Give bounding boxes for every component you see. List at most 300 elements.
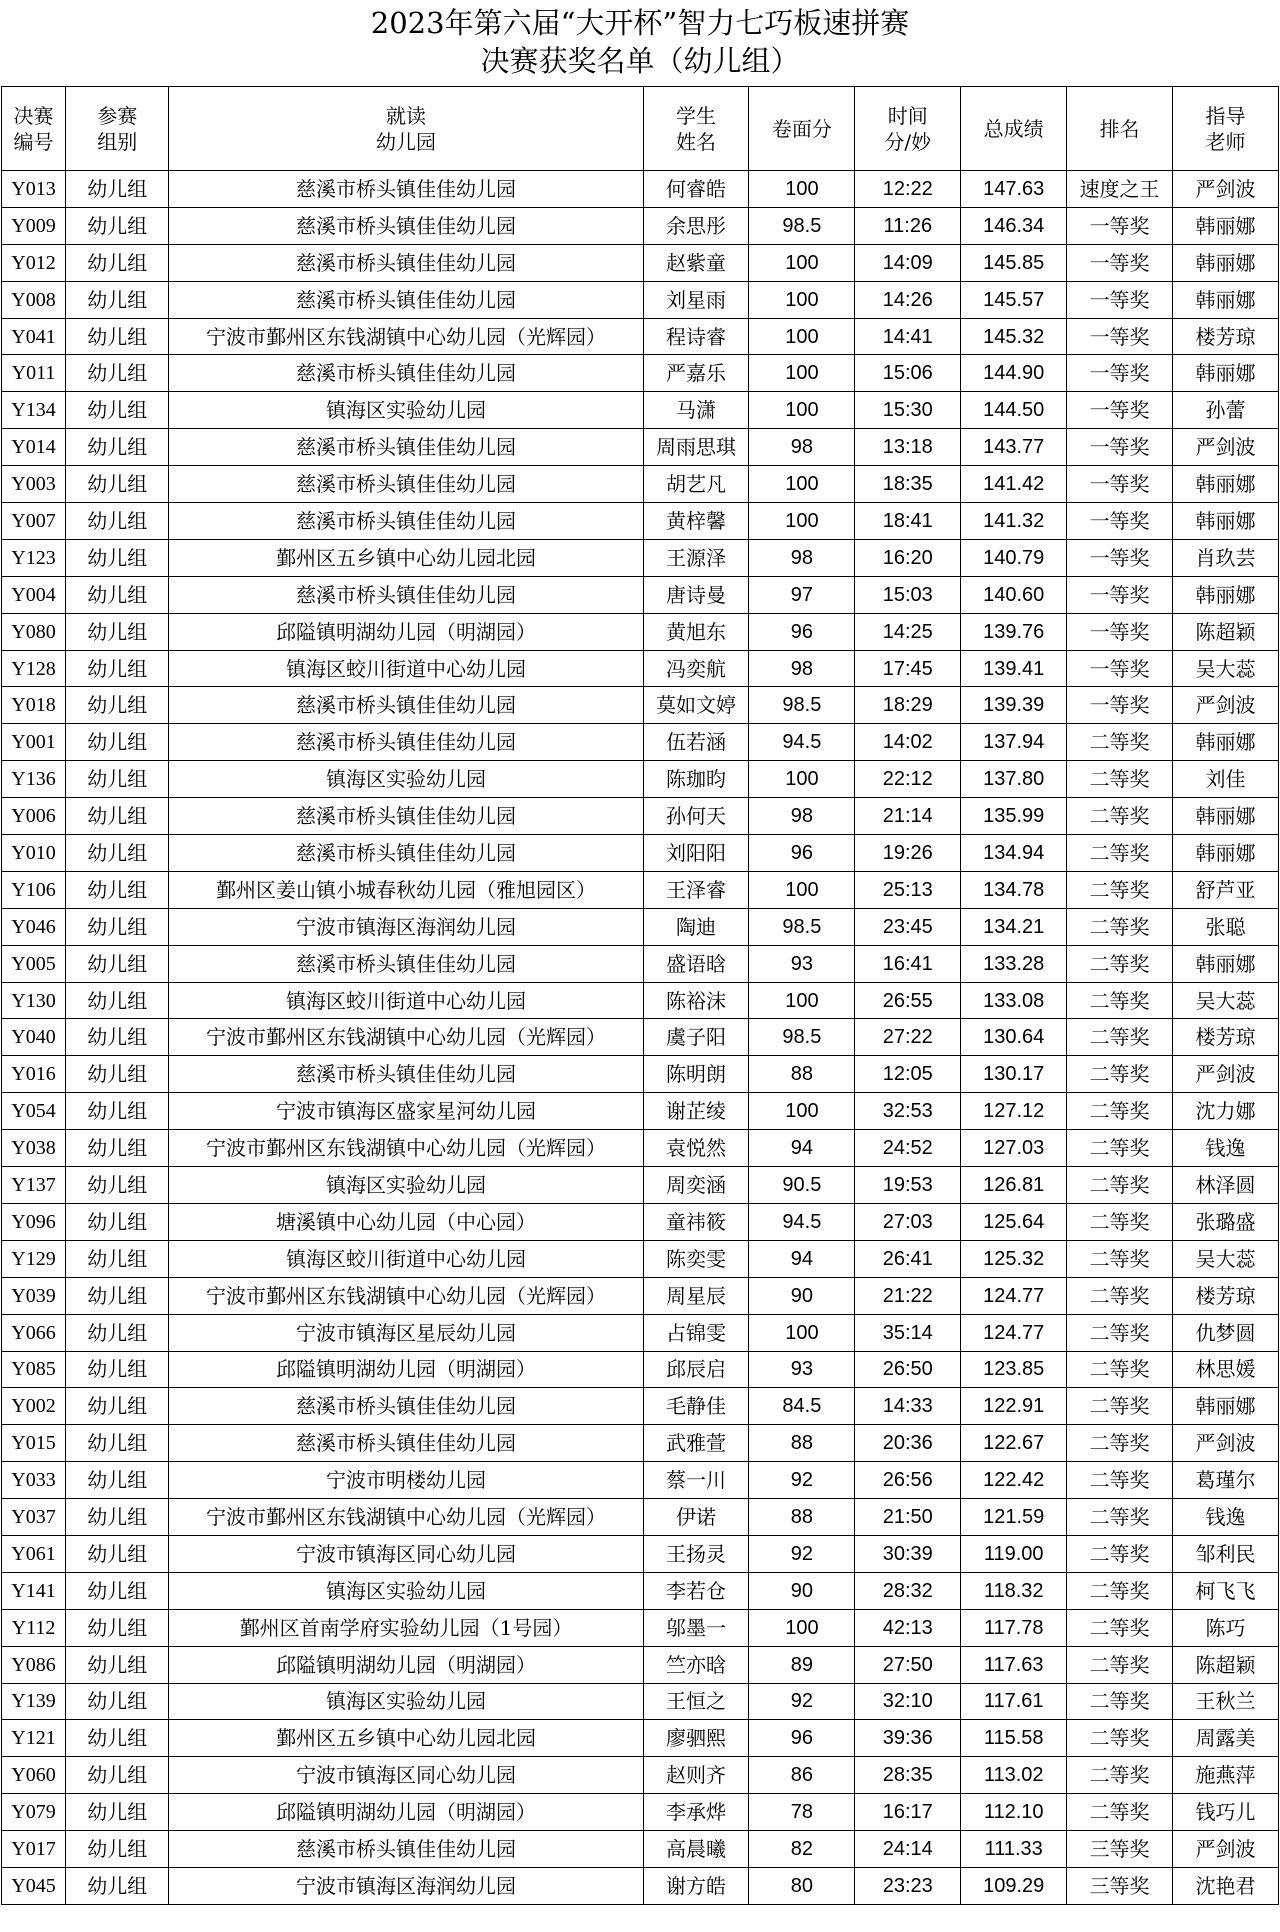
cell-score: 100 <box>749 281 855 318</box>
cell-rank: 一等奖 <box>1067 687 1173 724</box>
header-score: 卷面分 <box>749 87 855 171</box>
cell-rank: 一等奖 <box>1067 281 1173 318</box>
cell-group: 幼儿组 <box>66 539 169 576</box>
table-row <box>2 1535 1279 1572</box>
cell-total: 130.64 <box>961 1019 1067 1056</box>
cell-kindergarten: 镇海区蛟川街道中心幼儿园 <box>169 982 643 1019</box>
cell-rank: 一等奖 <box>1067 244 1173 281</box>
cell-student: 程诗睿 <box>643 318 749 355</box>
cell-score: 98.5 <box>749 1019 855 1056</box>
cell-kindergarten: 慈溪市桥头镇佳佳幼儿园 <box>169 466 643 503</box>
cell-teacher: 严剑波 <box>1173 687 1279 724</box>
cell-kindergarten: 邱隘镇明湖幼儿园（明湖园） <box>169 1351 643 1388</box>
cell-rank: 二等奖 <box>1067 1794 1173 1831</box>
table-row <box>2 1130 1279 1167</box>
cell-score: 82 <box>749 1831 855 1868</box>
cell-time: 15:30 <box>855 392 961 429</box>
cell-group: 幼儿组 <box>66 1831 169 1868</box>
cell-rank: 二等奖 <box>1067 1462 1173 1499</box>
cell-teacher: 钱巧儿 <box>1173 1794 1279 1831</box>
cell-time: 30:39 <box>855 1535 961 1572</box>
cell-time: 15:03 <box>855 576 961 613</box>
cell-score: 93 <box>749 1351 855 1388</box>
cell-kindergarten: 宁波市鄞州区东钱湖镇中心幼儿园（光辉园） <box>169 1130 643 1167</box>
cell-score: 100 <box>749 503 855 540</box>
table-header-row <box>2 87 1279 171</box>
cell-code: Y010 <box>2 835 66 872</box>
header-rank: 排名 <box>1067 87 1173 171</box>
cell-time: 14:02 <box>855 724 961 761</box>
table-row <box>2 798 1279 835</box>
cell-score: 100 <box>749 392 855 429</box>
cell-kindergarten: 慈溪市桥头镇佳佳幼儿园 <box>169 1425 643 1462</box>
cell-score: 94.5 <box>749 724 855 761</box>
cell-kindergarten: 镇海区蛟川街道中心幼儿园 <box>169 1240 643 1277</box>
cell-group: 幼儿组 <box>66 835 169 872</box>
cell-student: 王源泽 <box>643 539 749 576</box>
header-kindergarten: 就读 幼儿园 <box>169 87 643 171</box>
cell-score: 98 <box>749 429 855 466</box>
cell-group: 幼儿组 <box>66 1867 169 1904</box>
cell-total: 147.63 <box>961 171 1067 208</box>
cell-score: 80 <box>749 1867 855 1904</box>
cell-group: 幼儿组 <box>66 687 169 724</box>
cell-time: 25:13 <box>855 871 961 908</box>
cell-score: 100 <box>749 1314 855 1351</box>
header-group: 参赛 组别 <box>66 87 169 171</box>
table-row <box>2 1167 1279 1204</box>
cell-rank: 二等奖 <box>1067 982 1173 1019</box>
table-row <box>2 466 1279 503</box>
results-table <box>1 86 1279 1905</box>
cell-rank: 二等奖 <box>1067 1277 1173 1314</box>
cell-group: 幼儿组 <box>66 908 169 945</box>
cell-rank: 一等奖 <box>1067 318 1173 355</box>
cell-group: 幼儿组 <box>66 1794 169 1831</box>
cell-total: 125.32 <box>961 1240 1067 1277</box>
cell-total: 111.33 <box>961 1831 1067 1868</box>
cell-rank: 二等奖 <box>1067 1646 1173 1683</box>
cell-kindergarten: 宁波市镇海区盛家星河幼儿园 <box>169 1093 643 1130</box>
cell-student: 周星辰 <box>643 1277 749 1314</box>
cell-code: Y037 <box>2 1499 66 1536</box>
cell-student: 占锦雯 <box>643 1314 749 1351</box>
cell-teacher: 韩丽娜 <box>1173 1388 1279 1425</box>
cell-time: 27:03 <box>855 1203 961 1240</box>
cell-code: Y079 <box>2 1794 66 1831</box>
cell-teacher: 邹利民 <box>1173 1535 1279 1572</box>
table-row <box>2 503 1279 540</box>
cell-teacher: 楼芳琼 <box>1173 1019 1279 1056</box>
cell-time: 32:10 <box>855 1683 961 1720</box>
cell-time: 16:20 <box>855 539 961 576</box>
cell-time: 26:41 <box>855 1240 961 1277</box>
cell-kindergarten: 慈溪市桥头镇佳佳幼儿园 <box>169 244 643 281</box>
cell-group: 幼儿组 <box>66 982 169 1019</box>
cell-student: 袁悦然 <box>643 1130 749 1167</box>
cell-student: 冯奕航 <box>643 650 749 687</box>
cell-time: 21:50 <box>855 1499 961 1536</box>
cell-time: 32:53 <box>855 1093 961 1130</box>
cell-time: 18:29 <box>855 687 961 724</box>
table-row <box>2 244 1279 281</box>
cell-student: 伊诺 <box>643 1499 749 1536</box>
cell-rank: 二等奖 <box>1067 1056 1173 1093</box>
cell-time: 23:45 <box>855 908 961 945</box>
cell-rank: 二等奖 <box>1067 798 1173 835</box>
cell-rank: 二等奖 <box>1067 1314 1173 1351</box>
cell-code: Y136 <box>2 761 66 798</box>
cell-student: 周雨思琪 <box>643 429 749 466</box>
cell-code: Y007 <box>2 503 66 540</box>
cell-kindergarten: 慈溪市桥头镇佳佳幼儿园 <box>169 1831 643 1868</box>
cell-score: 98 <box>749 650 855 687</box>
cell-rank: 二等奖 <box>1067 1499 1173 1536</box>
cell-total: 117.63 <box>961 1646 1067 1683</box>
cell-time: 22:12 <box>855 761 961 798</box>
cell-score: 90 <box>749 1277 855 1314</box>
cell-code: Y060 <box>2 1757 66 1794</box>
header-teacher: 指导 老师 <box>1173 87 1279 171</box>
table-row <box>2 171 1279 208</box>
cell-group: 幼儿组 <box>66 613 169 650</box>
cell-teacher: 钱逸 <box>1173 1499 1279 1536</box>
cell-group: 幼儿组 <box>66 724 169 761</box>
cell-kindergarten: 慈溪市桥头镇佳佳幼儿园 <box>169 724 643 761</box>
cell-total: 135.99 <box>961 798 1067 835</box>
cell-kindergarten: 慈溪市桥头镇佳佳幼儿园 <box>169 835 643 872</box>
cell-kindergarten: 慈溪市桥头镇佳佳幼儿园 <box>169 576 643 613</box>
cell-kindergarten: 镇海区实验幼儿园 <box>169 1683 643 1720</box>
cell-time: 26:50 <box>855 1351 961 1388</box>
cell-group: 幼儿组 <box>66 244 169 281</box>
cell-time: 18:41 <box>855 503 961 540</box>
cell-teacher: 吴大蕊 <box>1173 1240 1279 1277</box>
cell-student: 周奕涵 <box>643 1167 749 1204</box>
cell-rank: 一等奖 <box>1067 466 1173 503</box>
cell-student: 王泽睿 <box>643 871 749 908</box>
table-row <box>2 1277 1279 1314</box>
cell-rank: 一等奖 <box>1067 503 1173 540</box>
table-row <box>2 1646 1279 1683</box>
cell-rank: 一等奖 <box>1067 650 1173 687</box>
cell-group: 幼儿组 <box>66 1609 169 1646</box>
table-row <box>2 1683 1279 1720</box>
cell-student: 虞子阳 <box>643 1019 749 1056</box>
cell-group: 幼儿组 <box>66 761 169 798</box>
cell-time: 13:18 <box>855 429 961 466</box>
cell-teacher: 陈巧 <box>1173 1609 1279 1646</box>
cell-code: Y016 <box>2 1056 66 1093</box>
cell-teacher: 林思媛 <box>1173 1351 1279 1388</box>
cell-rank: 二等奖 <box>1067 724 1173 761</box>
page-title: 2023年第六届“大开杯”智力七巧板速拼赛 <box>370 6 910 40</box>
table-row <box>2 1867 1279 1904</box>
cell-rank: 二等奖 <box>1067 945 1173 982</box>
table-row <box>2 1499 1279 1536</box>
table-row <box>2 1794 1279 1831</box>
cell-student: 马潇 <box>643 392 749 429</box>
cell-code: Y128 <box>2 650 66 687</box>
cell-code: Y121 <box>2 1720 66 1757</box>
cell-group: 幼儿组 <box>66 1167 169 1204</box>
cell-time: 35:14 <box>855 1314 961 1351</box>
cell-rank: 二等奖 <box>1067 1720 1173 1757</box>
cell-student: 刘星雨 <box>643 281 749 318</box>
cell-time: 14:41 <box>855 318 961 355</box>
cell-student: 童祎筱 <box>643 1203 749 1240</box>
cell-score: 94.5 <box>749 1203 855 1240</box>
cell-teacher: 钱逸 <box>1173 1130 1279 1167</box>
cell-group: 幼儿组 <box>66 318 169 355</box>
cell-teacher: 韩丽娜 <box>1173 945 1279 982</box>
cell-student: 邬墨一 <box>643 1609 749 1646</box>
cell-score: 100 <box>749 355 855 392</box>
cell-rank: 二等奖 <box>1067 1683 1173 1720</box>
cell-score: 98.5 <box>749 687 855 724</box>
cell-total: 141.32 <box>961 503 1067 540</box>
cell-student: 伍若涵 <box>643 724 749 761</box>
cell-time: 24:14 <box>855 1831 961 1868</box>
cell-code: Y002 <box>2 1388 66 1425</box>
cell-rank: 二等奖 <box>1067 1019 1173 1056</box>
cell-total: 127.12 <box>961 1093 1067 1130</box>
cell-kindergarten: 慈溪市桥头镇佳佳幼儿园 <box>169 171 643 208</box>
cell-student: 蔡一川 <box>643 1462 749 1499</box>
cell-time: 27:50 <box>855 1646 961 1683</box>
table-row <box>2 1203 1279 1240</box>
cell-total: 123.85 <box>961 1351 1067 1388</box>
table-row <box>2 392 1279 429</box>
cell-code: Y080 <box>2 613 66 650</box>
cell-code: Y003 <box>2 466 66 503</box>
cell-teacher: 韩丽娜 <box>1173 798 1279 835</box>
cell-rank: 二等奖 <box>1067 835 1173 872</box>
cell-rank: 三等奖 <box>1067 1831 1173 1868</box>
cell-rank: 二等奖 <box>1067 1757 1173 1794</box>
cell-total: 137.80 <box>961 761 1067 798</box>
table-row <box>2 355 1279 392</box>
cell-time: 28:35 <box>855 1757 961 1794</box>
page-subtitle: 决赛获奖名单（幼儿组） <box>480 44 800 78</box>
cell-code: Y061 <box>2 1535 66 1572</box>
cell-code: Y085 <box>2 1351 66 1388</box>
cell-time: 16:41 <box>855 945 961 982</box>
cell-teacher: 吴大蕊 <box>1173 982 1279 1019</box>
cell-total: 124.77 <box>961 1277 1067 1314</box>
cell-code: Y046 <box>2 908 66 945</box>
cell-kindergarten: 慈溪市桥头镇佳佳幼儿园 <box>169 281 643 318</box>
cell-code: Y038 <box>2 1130 66 1167</box>
cell-student: 李承烨 <box>643 1794 749 1831</box>
cell-total: 119.00 <box>961 1535 1067 1572</box>
cell-student: 邱辰启 <box>643 1351 749 1388</box>
cell-score: 86 <box>749 1757 855 1794</box>
cell-rank: 二等奖 <box>1067 1093 1173 1130</box>
cell-kindergarten: 宁波市鄞州区东钱湖镇中心幼儿园（光辉园） <box>169 318 643 355</box>
cell-rank: 一等奖 <box>1067 355 1173 392</box>
cell-kindergarten: 慈溪市桥头镇佳佳幼儿园 <box>169 207 643 244</box>
cell-score: 92 <box>749 1462 855 1499</box>
cell-group: 幼儿组 <box>66 650 169 687</box>
cell-kindergarten: 慈溪市桥头镇佳佳幼儿园 <box>169 1388 643 1425</box>
cell-score: 98.5 <box>749 908 855 945</box>
cell-rank: 二等奖 <box>1067 1130 1173 1167</box>
cell-total: 130.17 <box>961 1056 1067 1093</box>
cell-code: Y112 <box>2 1609 66 1646</box>
cell-score: 92 <box>749 1535 855 1572</box>
cell-total: 133.28 <box>961 945 1067 982</box>
cell-code: Y141 <box>2 1572 66 1609</box>
cell-group: 幼儿组 <box>66 1203 169 1240</box>
cell-kindergarten: 塘溪镇中心幼儿园（中心园） <box>169 1203 643 1240</box>
cell-group: 幼儿组 <box>66 1314 169 1351</box>
cell-kindergarten: 慈溪市桥头镇佳佳幼儿园 <box>169 798 643 835</box>
cell-group: 幼儿组 <box>66 871 169 908</box>
cell-rank: 二等奖 <box>1067 1167 1173 1204</box>
cell-code: Y045 <box>2 1867 66 1904</box>
table-row <box>2 429 1279 466</box>
cell-code: Y106 <box>2 871 66 908</box>
cell-total: 115.58 <box>961 1720 1067 1757</box>
cell-group: 幼儿组 <box>66 798 169 835</box>
table-row <box>2 1093 1279 1130</box>
cell-code: Y017 <box>2 1831 66 1868</box>
cell-code: Y040 <box>2 1019 66 1056</box>
cell-code: Y009 <box>2 207 66 244</box>
cell-total: 141.42 <box>961 466 1067 503</box>
cell-code: Y039 <box>2 1277 66 1314</box>
cell-code: Y008 <box>2 281 66 318</box>
cell-code: Y014 <box>2 429 66 466</box>
cell-kindergarten: 慈溪市桥头镇佳佳幼儿园 <box>169 429 643 466</box>
cell-student: 李若仓 <box>643 1572 749 1609</box>
cell-time: 26:55 <box>855 982 961 1019</box>
cell-rank: 二等奖 <box>1067 1425 1173 1462</box>
cell-teacher: 韩丽娜 <box>1173 503 1279 540</box>
table-row <box>2 982 1279 1019</box>
cell-student: 莫如文婷 <box>643 687 749 724</box>
cell-score: 100 <box>749 171 855 208</box>
cell-teacher: 韩丽娜 <box>1173 207 1279 244</box>
header-total: 总成绩 <box>961 87 1067 171</box>
cell-time: 14:25 <box>855 613 961 650</box>
cell-kindergarten: 邱隘镇明湖幼儿园（明湖园） <box>169 613 643 650</box>
cell-code: Y015 <box>2 1425 66 1462</box>
cell-rank: 二等奖 <box>1067 1572 1173 1609</box>
cell-teacher: 张璐盛 <box>1173 1203 1279 1240</box>
cell-rank: 二等奖 <box>1067 1351 1173 1388</box>
cell-code: Y134 <box>2 392 66 429</box>
cell-student: 陶迪 <box>643 908 749 945</box>
cell-total: 133.08 <box>961 982 1067 1019</box>
cell-group: 幼儿组 <box>66 1240 169 1277</box>
cell-total: 140.79 <box>961 539 1067 576</box>
cell-group: 幼儿组 <box>66 355 169 392</box>
cell-kindergarten: 鄞州区首南学府实验幼儿园（1号园） <box>169 1609 643 1646</box>
cell-score: 89 <box>749 1646 855 1683</box>
cell-student: 唐诗曼 <box>643 576 749 613</box>
cell-total: 122.42 <box>961 1462 1067 1499</box>
cell-teacher: 舒芦亚 <box>1173 871 1279 908</box>
cell-total: 118.32 <box>961 1572 1067 1609</box>
cell-total: 140.60 <box>961 576 1067 613</box>
cell-time: 14:09 <box>855 244 961 281</box>
cell-group: 幼儿组 <box>66 1646 169 1683</box>
cell-rank: 一等奖 <box>1067 613 1173 650</box>
cell-total: 117.61 <box>961 1683 1067 1720</box>
cell-rank: 二等奖 <box>1067 908 1173 945</box>
cell-score: 96 <box>749 613 855 650</box>
cell-teacher: 韩丽娜 <box>1173 835 1279 872</box>
cell-code: Y129 <box>2 1240 66 1277</box>
cell-kindergarten: 镇海区实验幼儿园 <box>169 1572 643 1609</box>
table-row <box>2 1609 1279 1646</box>
cell-teacher: 张聪 <box>1173 908 1279 945</box>
cell-group: 幼儿组 <box>66 945 169 982</box>
cell-student: 黄梓馨 <box>643 503 749 540</box>
cell-student: 毛静佳 <box>643 1388 749 1425</box>
cell-time: 21:14 <box>855 798 961 835</box>
cell-score: 100 <box>749 244 855 281</box>
cell-rank: 一等奖 <box>1067 392 1173 429</box>
cell-total: 144.90 <box>961 355 1067 392</box>
cell-teacher: 沈力娜 <box>1173 1093 1279 1130</box>
cell-teacher: 沈艳君 <box>1173 1867 1279 1904</box>
table-row <box>2 687 1279 724</box>
cell-total: 126.81 <box>961 1167 1067 1204</box>
cell-teacher: 王秋兰 <box>1173 1683 1279 1720</box>
cell-student: 盛语晗 <box>643 945 749 982</box>
cell-student: 胡艺凡 <box>643 466 749 503</box>
cell-group: 幼儿组 <box>66 429 169 466</box>
cell-time: 16:17 <box>855 1794 961 1831</box>
table-row <box>2 1351 1279 1388</box>
cell-student: 陈明朗 <box>643 1056 749 1093</box>
cell-teacher: 仇梦圆 <box>1173 1314 1279 1351</box>
cell-group: 幼儿组 <box>66 1351 169 1388</box>
table-row <box>2 1019 1279 1056</box>
cell-student: 王扬灵 <box>643 1535 749 1572</box>
cell-score: 100 <box>749 871 855 908</box>
cell-teacher: 韩丽娜 <box>1173 466 1279 503</box>
cell-score: 88 <box>749 1499 855 1536</box>
cell-total: 146.34 <box>961 207 1067 244</box>
cell-student: 谢方皓 <box>643 1867 749 1904</box>
cell-score: 88 <box>749 1425 855 1462</box>
cell-time: 12:05 <box>855 1056 961 1093</box>
table-row <box>2 1757 1279 1794</box>
cell-teacher: 施燕萍 <box>1173 1757 1279 1794</box>
cell-teacher: 严剑波 <box>1173 171 1279 208</box>
cell-code: Y066 <box>2 1314 66 1351</box>
cell-group: 幼儿组 <box>66 1720 169 1757</box>
cell-student: 武雅萱 <box>643 1425 749 1462</box>
cell-group: 幼儿组 <box>66 576 169 613</box>
cell-kindergarten: 宁波市镇海区同心幼儿园 <box>169 1535 643 1572</box>
table-row <box>2 207 1279 244</box>
table-row <box>2 724 1279 761</box>
cell-rank: 二等奖 <box>1067 1609 1173 1646</box>
cell-teacher: 韩丽娜 <box>1173 576 1279 613</box>
table-row <box>2 539 1279 576</box>
cell-score: 90.5 <box>749 1167 855 1204</box>
cell-total: 145.57 <box>961 281 1067 318</box>
cell-teacher: 陈超颖 <box>1173 1646 1279 1683</box>
cell-student: 余思彤 <box>643 207 749 244</box>
cell-total: 145.32 <box>961 318 1067 355</box>
table-row <box>2 650 1279 687</box>
